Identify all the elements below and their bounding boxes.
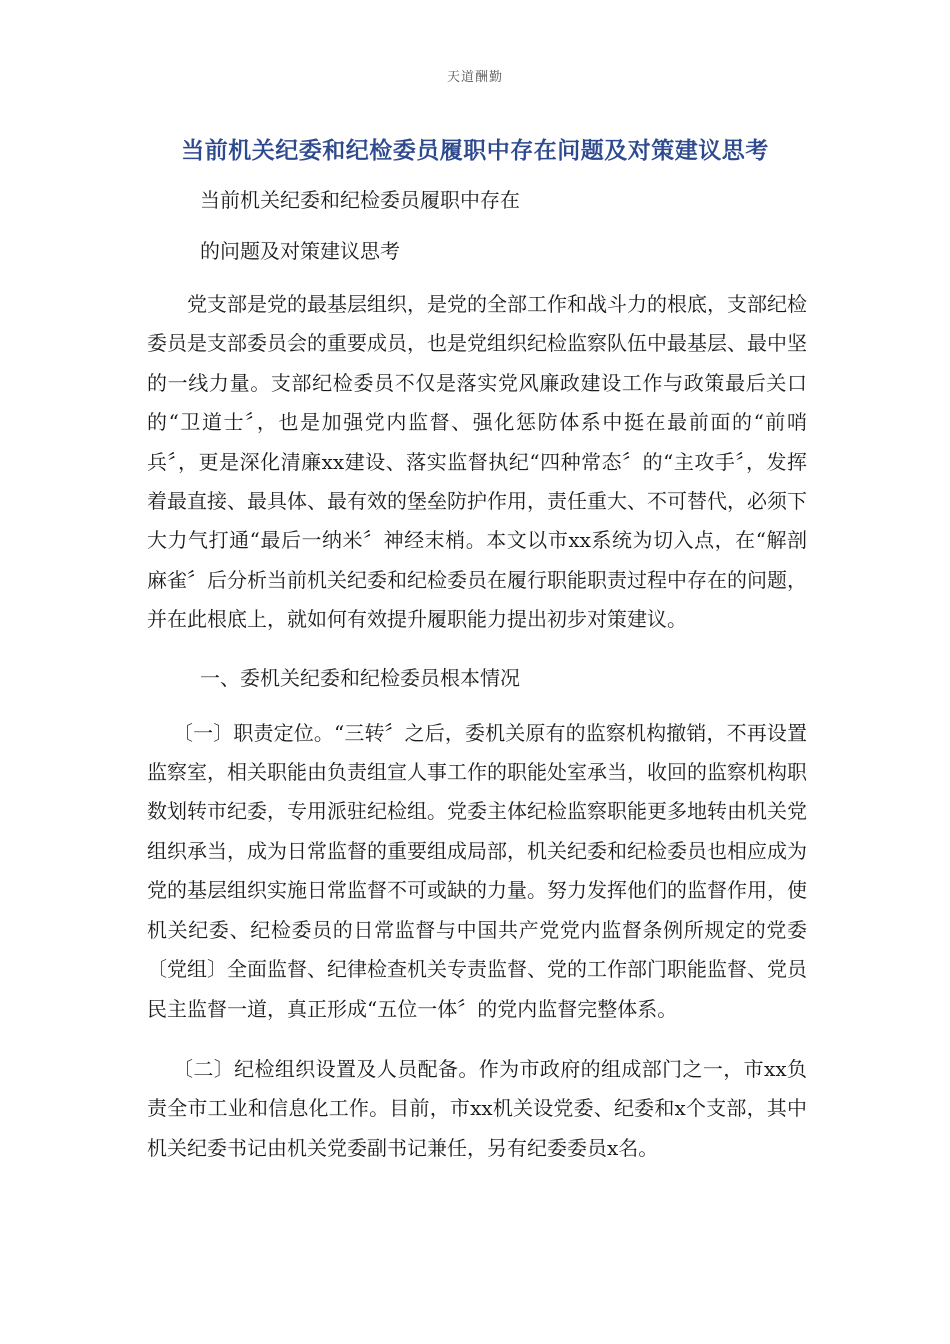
section-paragraph-organization-staffing: 〔二〕纪检组织设置及人员配备。作为市政府的组成部门之一，市xx负责全市工业和信息化工作。目前，市xx机关设党委、纪委和x个支部，其中机关纪委书记由机关党委副书记兼任，另有纪委委员x名。 [147,1056,807,1160]
document-body [147,180,807,1168]
subtitle-line-1: 当前机关纪委和纪检委员履职中存在 [200,188,520,212]
subtitle-line-2: 的问题及对策建议思考 [200,239,400,263]
section-heading: 一、委机关纪委和纪检委员根本情况 [200,665,520,690]
intro-paragraph: 党支部是党的最基层组织，是党的全部工作和战斗力的根底，支部纪检委员是支部委员会的重要成员，也是党组织纪检监察队伍中最基层、最中坚的一线力量。支部纪检委员不仅是落实党风廉政建设工作与政策最后关口的“卫道士〞，也是加强党内监督、强化惩防体系中挺在最前面的“前哨兵〞，更是深化清廉xx建设、落实监督执纪“四种常态〞的“主攻手〞，发挥着最直接、最具体、最有效的堡垒防护作用，责任重大、不可替代，必须下大力气打通“最后一纳米〞神经末梢。本文以市xx系统为切入点，在“解剖麻雀〞后分析当前机关纪委和纪检委员在履行职能职责过程中存在的问题，并在此根底上，就如何有效提升履职能力提出初步对策建议。 [147,292,807,632]
section-paragraph-duty-positioning: 〔一〕职责定位。“三转〞之后，委机关原有的监察机构撤销，不再设置监察室，相关职能由负责组宣人事工作的职能处室承当，收回的监察机构职数划转市纪委，专用派驻纪检组。党委主体纪检监察职能更多地转由机关党组织承当，成为日常监督的重要组成局部，机关纪委和纪检委员也相应成为党的基层组织实施日常监督不可或缺的力量。努力发挥他们的监督作用，使机关纪委、纪检委员的日常监督与中国共产党党内监督条例所规定的党委〔党组〕全面监督、纪律检查机关专责监督、党的工作部门职能监督、党员民主监督一道，真正形成“五位一体〞的党内监督完整体系。 [147,720,807,1021]
document-title: 当前机关纪委和纪检委员履职中存在问题及对策建议思考 [181,138,769,164]
header-watermark-text: 天道酬勤 [446,70,503,85]
